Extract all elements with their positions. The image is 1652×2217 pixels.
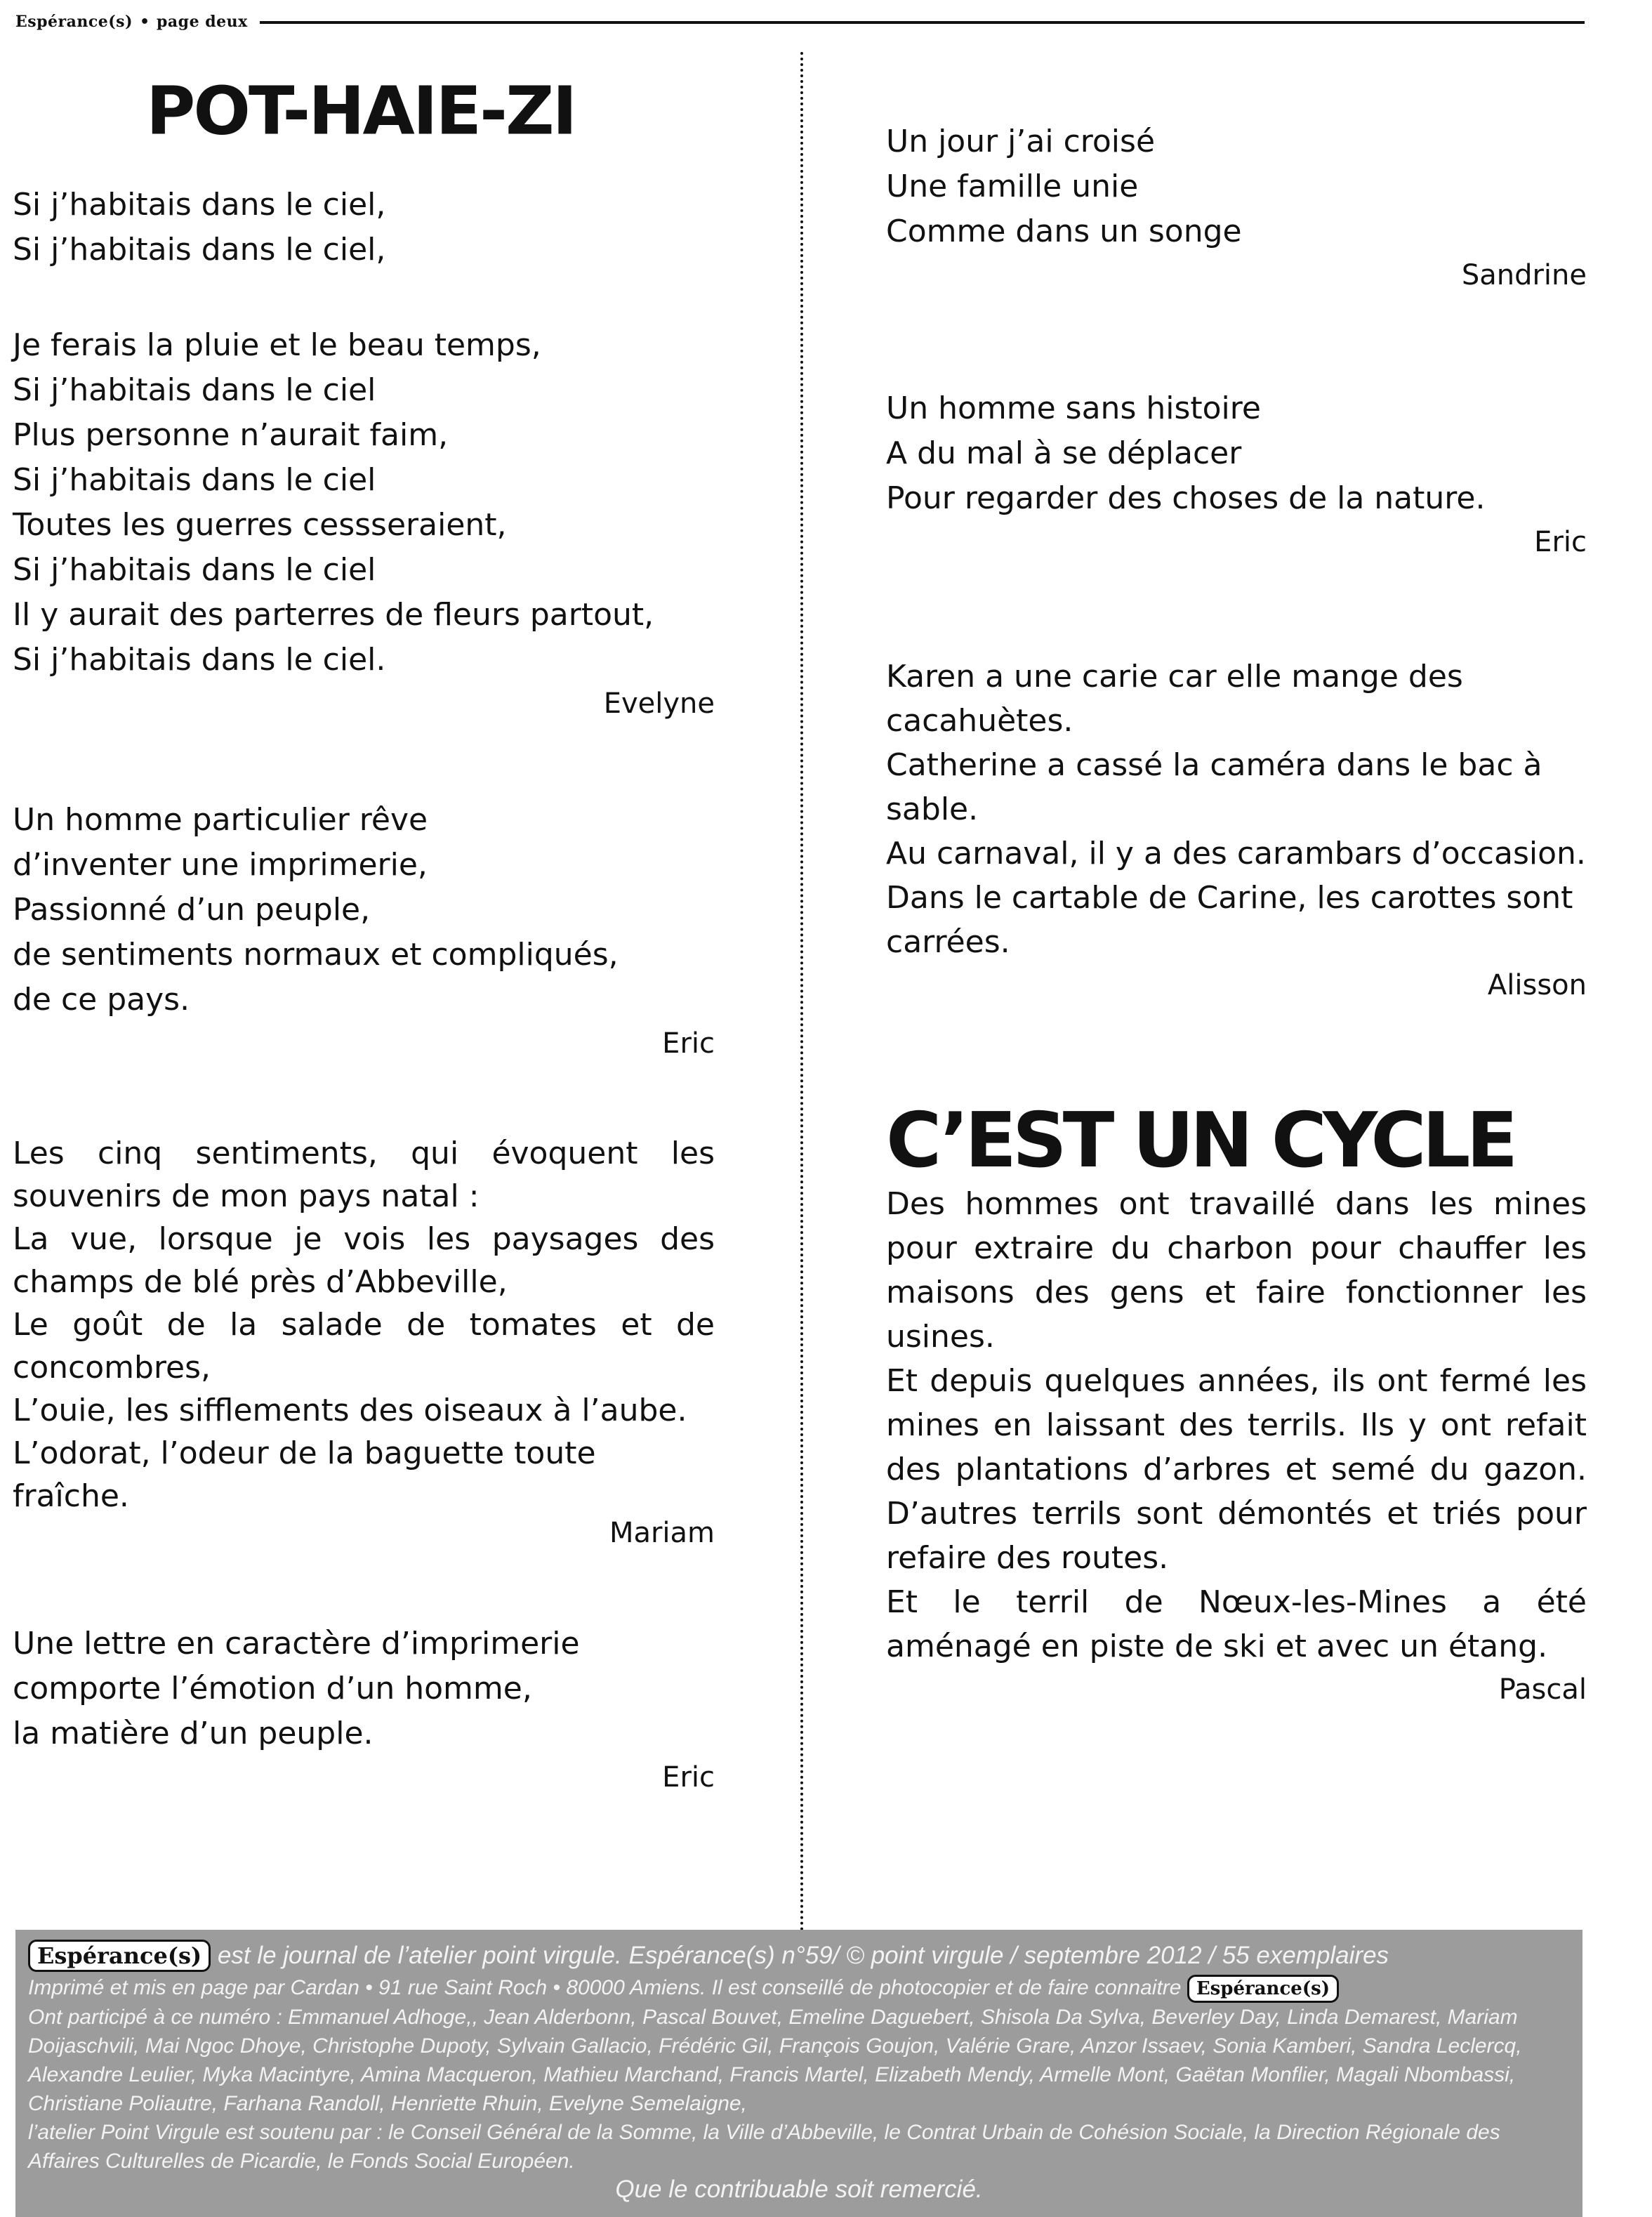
colophon-credits: [28, 2003, 1570, 2176]
poem-line: Une famille unie: [886, 169, 1139, 204]
poem-paragraph: Et depuis quelques années, ils ont fermé les mines en laissant des terrils. Ils y ont refait des plantations d’arbres et semé du gazon. D’autres terrils sont démontés et triés pour refaire des routes.: [886, 1363, 1587, 1576]
left-column: [13, 72, 715, 1798]
poem-line: Comme dans un songe: [886, 213, 1242, 249]
poem-paragraph: Et le terril de Nœux-les-Mines a été aménagé en piste de ski et avec un étang.: [886, 1584, 1587, 1664]
section-title: C’EST UN CYCLE: [886, 1097, 1514, 1185]
poem-line: la matière d’un peuple.: [13, 1716, 374, 1751]
support-text: l’atelier Point Virgule est soutenu par : le Conseil Général de la Somme, la Ville d’Abbeville, le Contrat Urbain de Cohésion Sociale, la Direction Régionale des Affaires Culturelles de Picardie, le Fonds Social Européen.: [28, 2121, 1500, 2173]
colophon: [15, 1930, 1582, 2217]
right-column: [886, 119, 1587, 1711]
poem-line: de sentiments normaux et compliqués,: [13, 937, 619, 973]
poem-author: Sandrine: [1461, 259, 1587, 291]
poem-author: Eric: [662, 1027, 715, 1060]
poem-line: Une lettre en caractère d’imprimerie: [13, 1626, 580, 1662]
journal-logo: Espérance(s): [28, 1940, 211, 1972]
poem-line: de ce pays.: [13, 982, 190, 1018]
poem-author: Mariam: [609, 1517, 715, 1549]
colophon-line-2: [28, 1975, 1570, 2003]
poem-author: Evelyne: [603, 688, 715, 720]
poem-line: Passionné d’un peuple,: [13, 892, 371, 928]
poem-line: Si j’habitais dans le ciel.: [13, 642, 386, 678]
poem-line: Je ferais la pluie et le beau temps,: [13, 327, 541, 363]
poem-eric-2: [13, 1621, 715, 1798]
poem-author: Eric: [662, 1761, 715, 1794]
thanks-line: Que le contribuable soit remercié.: [615, 2176, 983, 2203]
journal-name: Espérance(s): [15, 13, 133, 31]
journal-logo: Espérance(s): [1187, 1975, 1339, 2003]
poem-paragraph: La vue, lorsque je vois les paysages des champs de blé près d’Abbeville,: [13, 1221, 715, 1300]
page-header: [15, 10, 248, 34]
poem-line: d’inventer une imprimerie,: [13, 847, 428, 883]
poem-line: Si j’habitais dans le ciel: [13, 462, 376, 498]
printer-text: Imprimé et mis en page par Cardan • 91 rue Saint Roch • 80000 Amiens. Il est conseillé de photocopier et de faire connaitre: [28, 1976, 1182, 1999]
poem-line: Si j’habitais dans le ciel: [13, 552, 376, 588]
poem-paragraph: Les cinq sentiments, qui évoquent les souvenirs de mon pays natal :: [13, 1136, 715, 1214]
poem-paragraph: L’odorat, l’odeur de la baguette toute fraîche.: [13, 1435, 596, 1514]
poem-line: comporte l’émotion d’un homme,: [13, 1671, 532, 1706]
poem-paragraph: Karen a une carie car elle mange des cacahuètes.: [886, 659, 1463, 739]
colophon-line-1: [28, 1940, 1570, 1972]
poem-paragraph: Le goût de la salade de tomates et de concombres,: [13, 1307, 715, 1386]
poem-alisson: [886, 654, 1587, 1006]
poem-line: Un homme sans histoire: [886, 390, 1261, 426]
poem-eric-3: [886, 386, 1587, 563]
poem-evelyne: [13, 183, 715, 725]
poem-line: Si j’habitais dans le ciel: [13, 372, 376, 408]
poem-line: Un jour j’ai croisé: [886, 124, 1156, 159]
header-separator: •: [139, 13, 150, 31]
poem-line: Un homme particulier rêve: [13, 802, 428, 838]
poem-paragraph: Au carnaval, il y a des carambars d’occasion.: [886, 836, 1586, 871]
poem-line: Si j’habitais dans le ciel,: [13, 187, 386, 223]
header-rule: [260, 21, 1585, 24]
section-label: page deux: [157, 13, 248, 31]
poem-paragraph: L’ouie, les sifflements des oiseaux à l’aube.: [13, 1393, 687, 1428]
poem-line: Plus personne n’aurait faim,: [13, 417, 449, 453]
poem-author: Pascal: [1498, 1673, 1587, 1706]
page-title: POT-HAIE-ZI: [146, 72, 576, 150]
poem-line: Toutes les guerres cessseraient,: [13, 507, 507, 543]
poem-paragraph: Des hommes ont travaillé dans les mines pour extraire du charbon pour chauffer les maisons des gens et faire fonctionner les usines.: [886, 1186, 1587, 1355]
contributors-text: Ont participé à ce numéro : Emmanuel Adhoge,, Jean Alderbonn, Pascal Bouvet, Emeline Daguebert, Shisola Da Sylva, Beverley Day, Linda Demarest, Mariam Doijaschvili, Mai Ngoc Dhoye, Christophe Dupoty, Sylvain Gallacio, Frédéric Gil, François Goujon, Valérie Grare, Anzor Issaev, Sonia Kamberi, Sandra Leclercq, Alexandre Leulier, Myka Macintyre, Amina Macqueron, Mathieu Marchand, Francis Martel, Elizabeth Mendy, Armelle Mont, Gaëtan Monflier, Magali Nbombassi, Christiane Poliautre, Farhana Randoll, Henriette Rhuin, Evelyne Semelaigne,: [28, 2006, 1522, 2115]
poem-author: Alisson: [1487, 969, 1587, 1001]
poem-line: Si j’habitais dans le ciel,: [13, 232, 386, 268]
poem-line: Il y aurait des parterres de fleurs partout,: [13, 597, 654, 633]
poem-eric-1: [13, 798, 715, 1065]
poem-paragraph: Dans le cartable de Carine, les carottes sont carrées.: [886, 880, 1573, 960]
poem-sandrine: [886, 119, 1587, 296]
poem-paragraph: Catherine a cassé la caméra dans le bac à sable.: [886, 747, 1542, 827]
poem-line: A du mal à se déplacer: [886, 435, 1242, 471]
poem-author: Eric: [1534, 526, 1587, 558]
poem-mariam: [13, 1132, 715, 1548]
poem-line: Pour regarder des choses de la nature.: [886, 480, 1486, 516]
column-divider: [800, 52, 803, 1955]
colophon-text: est le journal de l’atelier point virgule. Espérance(s) n°59/ © point virgule / septembre 2012 / 55 exemplaires: [217, 1942, 1389, 1969]
poem-pascal: [886, 1182, 1587, 1711]
